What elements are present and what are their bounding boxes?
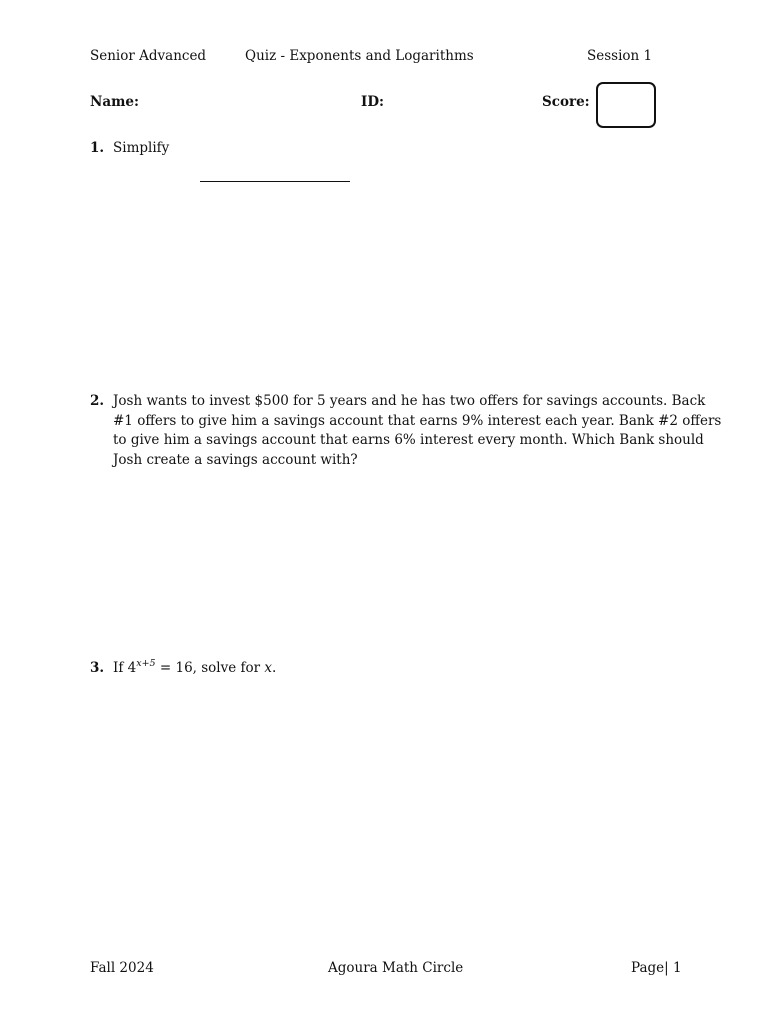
question-3-exponent: x+5 [136,658,156,669]
footer-page-number: Page| 1 [631,960,682,976]
question-2-line: to give him a savings account that earns 6% interest every month. Which Bank should [113,432,704,448]
question-3-middle: = 16, solve for [155,660,265,676]
score-label: Score: [542,94,590,110]
header-course: Senior Advanced [90,48,207,64]
footer-org: Agoura Math Circle [328,960,464,976]
score-box[interactable] [596,82,656,128]
question-1-text: Simplify [113,140,170,156]
id-label: ID: [361,94,385,110]
question-2-text [113,392,721,470]
question-3-variable: x [264,660,273,676]
header-session: Session 1 [587,48,653,64]
question-2-line: Josh create a savings account with? [113,451,358,468]
answer-line [200,181,350,182]
question-2-line: Josh wants to invest $500 for 5 years and he has two offers for savings accounts. Back [113,393,706,409]
question-3-text [113,659,276,679]
footer-term: Fall 2024 [90,960,154,976]
question-3-suffix: . [272,660,277,676]
question-3-number: 3. [90,660,105,676]
question-2-number: 2. [90,393,105,409]
header-title: Quiz - Exponents and Logarithms [245,48,474,64]
question-3-prefix: If 4 [113,660,137,676]
question-2-line: #1 offers to give him a savings account that earns 9% interest each year. Bank #2 offers [113,412,722,429]
question-1-number: 1. [90,140,105,156]
name-label: Name: [90,94,139,110]
